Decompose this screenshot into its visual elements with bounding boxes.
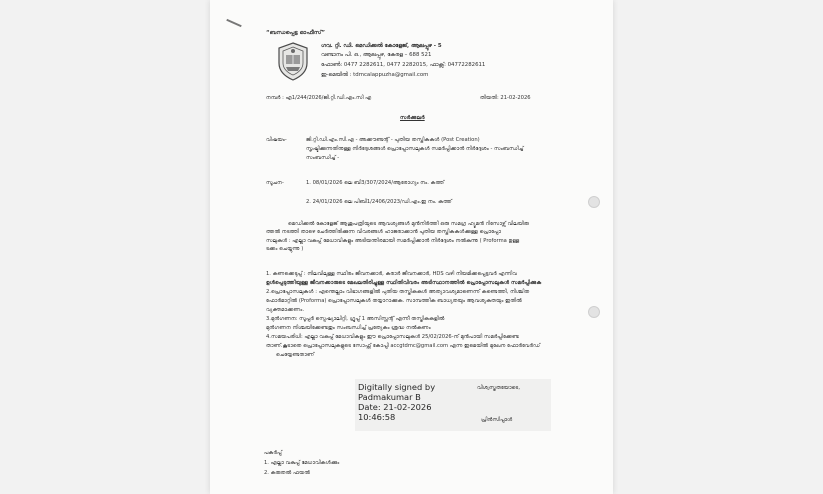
subject-label: വിഷയം- (266, 137, 287, 143)
letterhead-office-label: “ബന്ധപ്പെട്ട ഓഫീസ്” (266, 30, 326, 36)
letterhead-college-name: ഗവ. റ്റി. ഡി. മെഡിക്കൽ കോളേജ്, ആലപ്പുഴ - 5 (321, 43, 442, 49)
document-page (210, 0, 613, 494)
body-paragraph (266, 220, 566, 254)
reference-number: നമ്പർ : എ1/244/2026/ജി.റ്റി.ഡി.എം.സി എ (266, 95, 372, 101)
body-line: മെഡിക്കൽ കോളേജ് ആശുപത്രിയുടെ ആവശ്യങ്ങൾ മുൻനിർത്തി ഒരു സമഗ്ര ഹ്യൂമൻ റിസോഴ്സ് വിലയിരു (288, 221, 529, 227)
letterhead-email: ഇ-മെയിൽ : tdmcalappuzha@gmail.com (321, 72, 429, 78)
signer-name: Padmakumar B (358, 392, 421, 402)
digital-signature-block (355, 379, 551, 431)
copy-item-1: 1. എല്ലാ വകുപ്പ് മേധാവികൾക്കും (264, 460, 340, 466)
signer-designation: പ്രിൻസിപ്പാൾ (481, 417, 513, 423)
point-line: ചെയ്യേണ്ടതാണ് (276, 352, 315, 358)
body-line: ടക്കം ചെയ്യുന്നു ) (266, 246, 304, 253)
point-line: മുൻഗണന നിശ്ചയിക്കേണ്ടതും സംബന്ധിച്ച് പ്രത്യേകം ശ്രദ്ധ നൽകണം (266, 325, 431, 331)
closing-salutation: വിശ്വസ്തതയോടെ, (477, 385, 521, 391)
subject-line-3: സംബന്ധിച്ച് - (306, 155, 340, 161)
body-line: ത്തൽ നടത്തി താഴെ ചേർത്തിരിക്കുന്ന വിവരങ്ങൾ ഹാജരാക്കാൻ പുതിയ തസ്തികകൾക്കുള്ള പ്രൊപ്പോ (266, 229, 501, 236)
signature-date: Date: 21-02-2026 (358, 402, 432, 412)
point-line: ഉൾപ്പെടുത്തിയുള്ള ജീവനക്കാരുടെ മേഖലതിരിച്ചുള്ള സ്ഥിതിവിവരം അടിസ്ഥാനത്തിൽ പ്രൊപ്പോസലുകൾ സമർപ്പിക്കുക (266, 280, 542, 286)
subject-line-2: സൃഷ്ടിക്കുന്നതിനുള്ള നിർദ്ദേശങ്ങൾ പ്രൊപ്പോസലുകൾ സമർപ്പിക്കാൻ നിർദ്ദേശം - സംബന്ധിച്ച് (306, 146, 524, 152)
reference-item-1: 1. 08/01/2026 ലെ ബി3/307/2024/ആരോഗ്യം നം. കത്ത് (306, 180, 445, 186)
point-line: 3.മുൻഗണന: സൂപ്പർ സ്പെഷ്യാലിറ്റി, ഗ്രൂപ്പ് 1 അസിസ്റ്റന്റ് എന്നീ തസ്തികകളിൽ (266, 316, 445, 322)
signature-time: 10:46:58 (358, 412, 396, 422)
reference-label: സൂചന- (266, 180, 284, 186)
copy-to-label: പകർപ്പ് (264, 450, 282, 456)
point-line: വ്യക്തമാക്കണം. (266, 307, 304, 313)
punch-hole (588, 306, 600, 318)
point-line: താണ്.കൂടാതെ പ്രൊപ്പോസലുകളുടെ സോഫ്റ്റ് കോപ്പി accgtdmc@gmail.com എന്ന ഇമെയിൽ മുഖേന ഫോർവേർഡ് (266, 343, 541, 349)
punch-hole (588, 196, 600, 208)
point-line: 1. കണക്കെടുപ്പ് : നിലവിലുള്ള സ്ഥിരം ജീവനക്കാർ, കരാർ ജീവനക്കാർ, HDS വഴി നിയമിക്കപ്പെട്ടവർ എന്നിവ (266, 271, 517, 277)
signature-caption: Digitally signed by (358, 382, 436, 392)
point-line: ഫോർമാറ്റിൽ (Proforma) പ്രൊപ്പോസലുകൾ തയ്യാറാക്കുക. സാമ്പത്തിക ബാധ്യതയും ആവശ്യകതയും ഇതിൽ (266, 298, 522, 304)
college-seal-icon (276, 41, 310, 81)
copy-item-2: 2. കരുതൽ ഫയൽ (264, 470, 311, 476)
instruction-points (266, 270, 566, 360)
point-line: 4.സമയപരിധി: എല്ലാ വകുപ്പ് മേധാവികളും ഈ പ്രൊപ്പോസലുകൾ 25/02/2026-ന് മുൻപായി സമർപ്പിക്കേണ്ട (266, 334, 519, 340)
scan-mark (226, 19, 241, 27)
body-line: സലുകൾ : എല്ലാ വകുപ്പ് മേധാവികളും അടിയന്തിരമായി സമർപ്പിക്കാൻ നിർദ്ദേശം നൽകുന്നു ( Proforma ഉള്ള (266, 237, 520, 244)
document-date: തിയതി: 21-02-2026 (480, 95, 531, 101)
reference-item-2: 2. 24/01/2026 ലെ പിബി1/2406/2023/ഡി.എം.ഇ നം. കത്ത് (306, 199, 452, 205)
letterhead-address: വണ്ടാനം പി. ഒ., ആലപ്പുഴ, കേരള – 688 521 (321, 52, 432, 58)
point-line: 2.പ്രൊപ്പോസലുകൾ : എന്തെല്ലാം വിഭാഗങ്ങളിൽ പുതിയ തസ്തികകൾ അത്യാവശ്യമാണെന്ന് കണ്ടെത്തി, നിശ്ചിത (266, 289, 530, 295)
subject-line-1: ജി.റ്റി.ഡി.എം.സി.എ - അക്കൗണ്ടന്റ് - പുതിയ തസ്തികകൾ (Post Creation) (306, 137, 480, 143)
letterhead-phone: ഫോൺ: 0477 2282611, 0477 2282015, ഫാക്സ്: 04772282611 (321, 62, 486, 68)
circular-heading: സർക്കുലർ (400, 115, 425, 121)
